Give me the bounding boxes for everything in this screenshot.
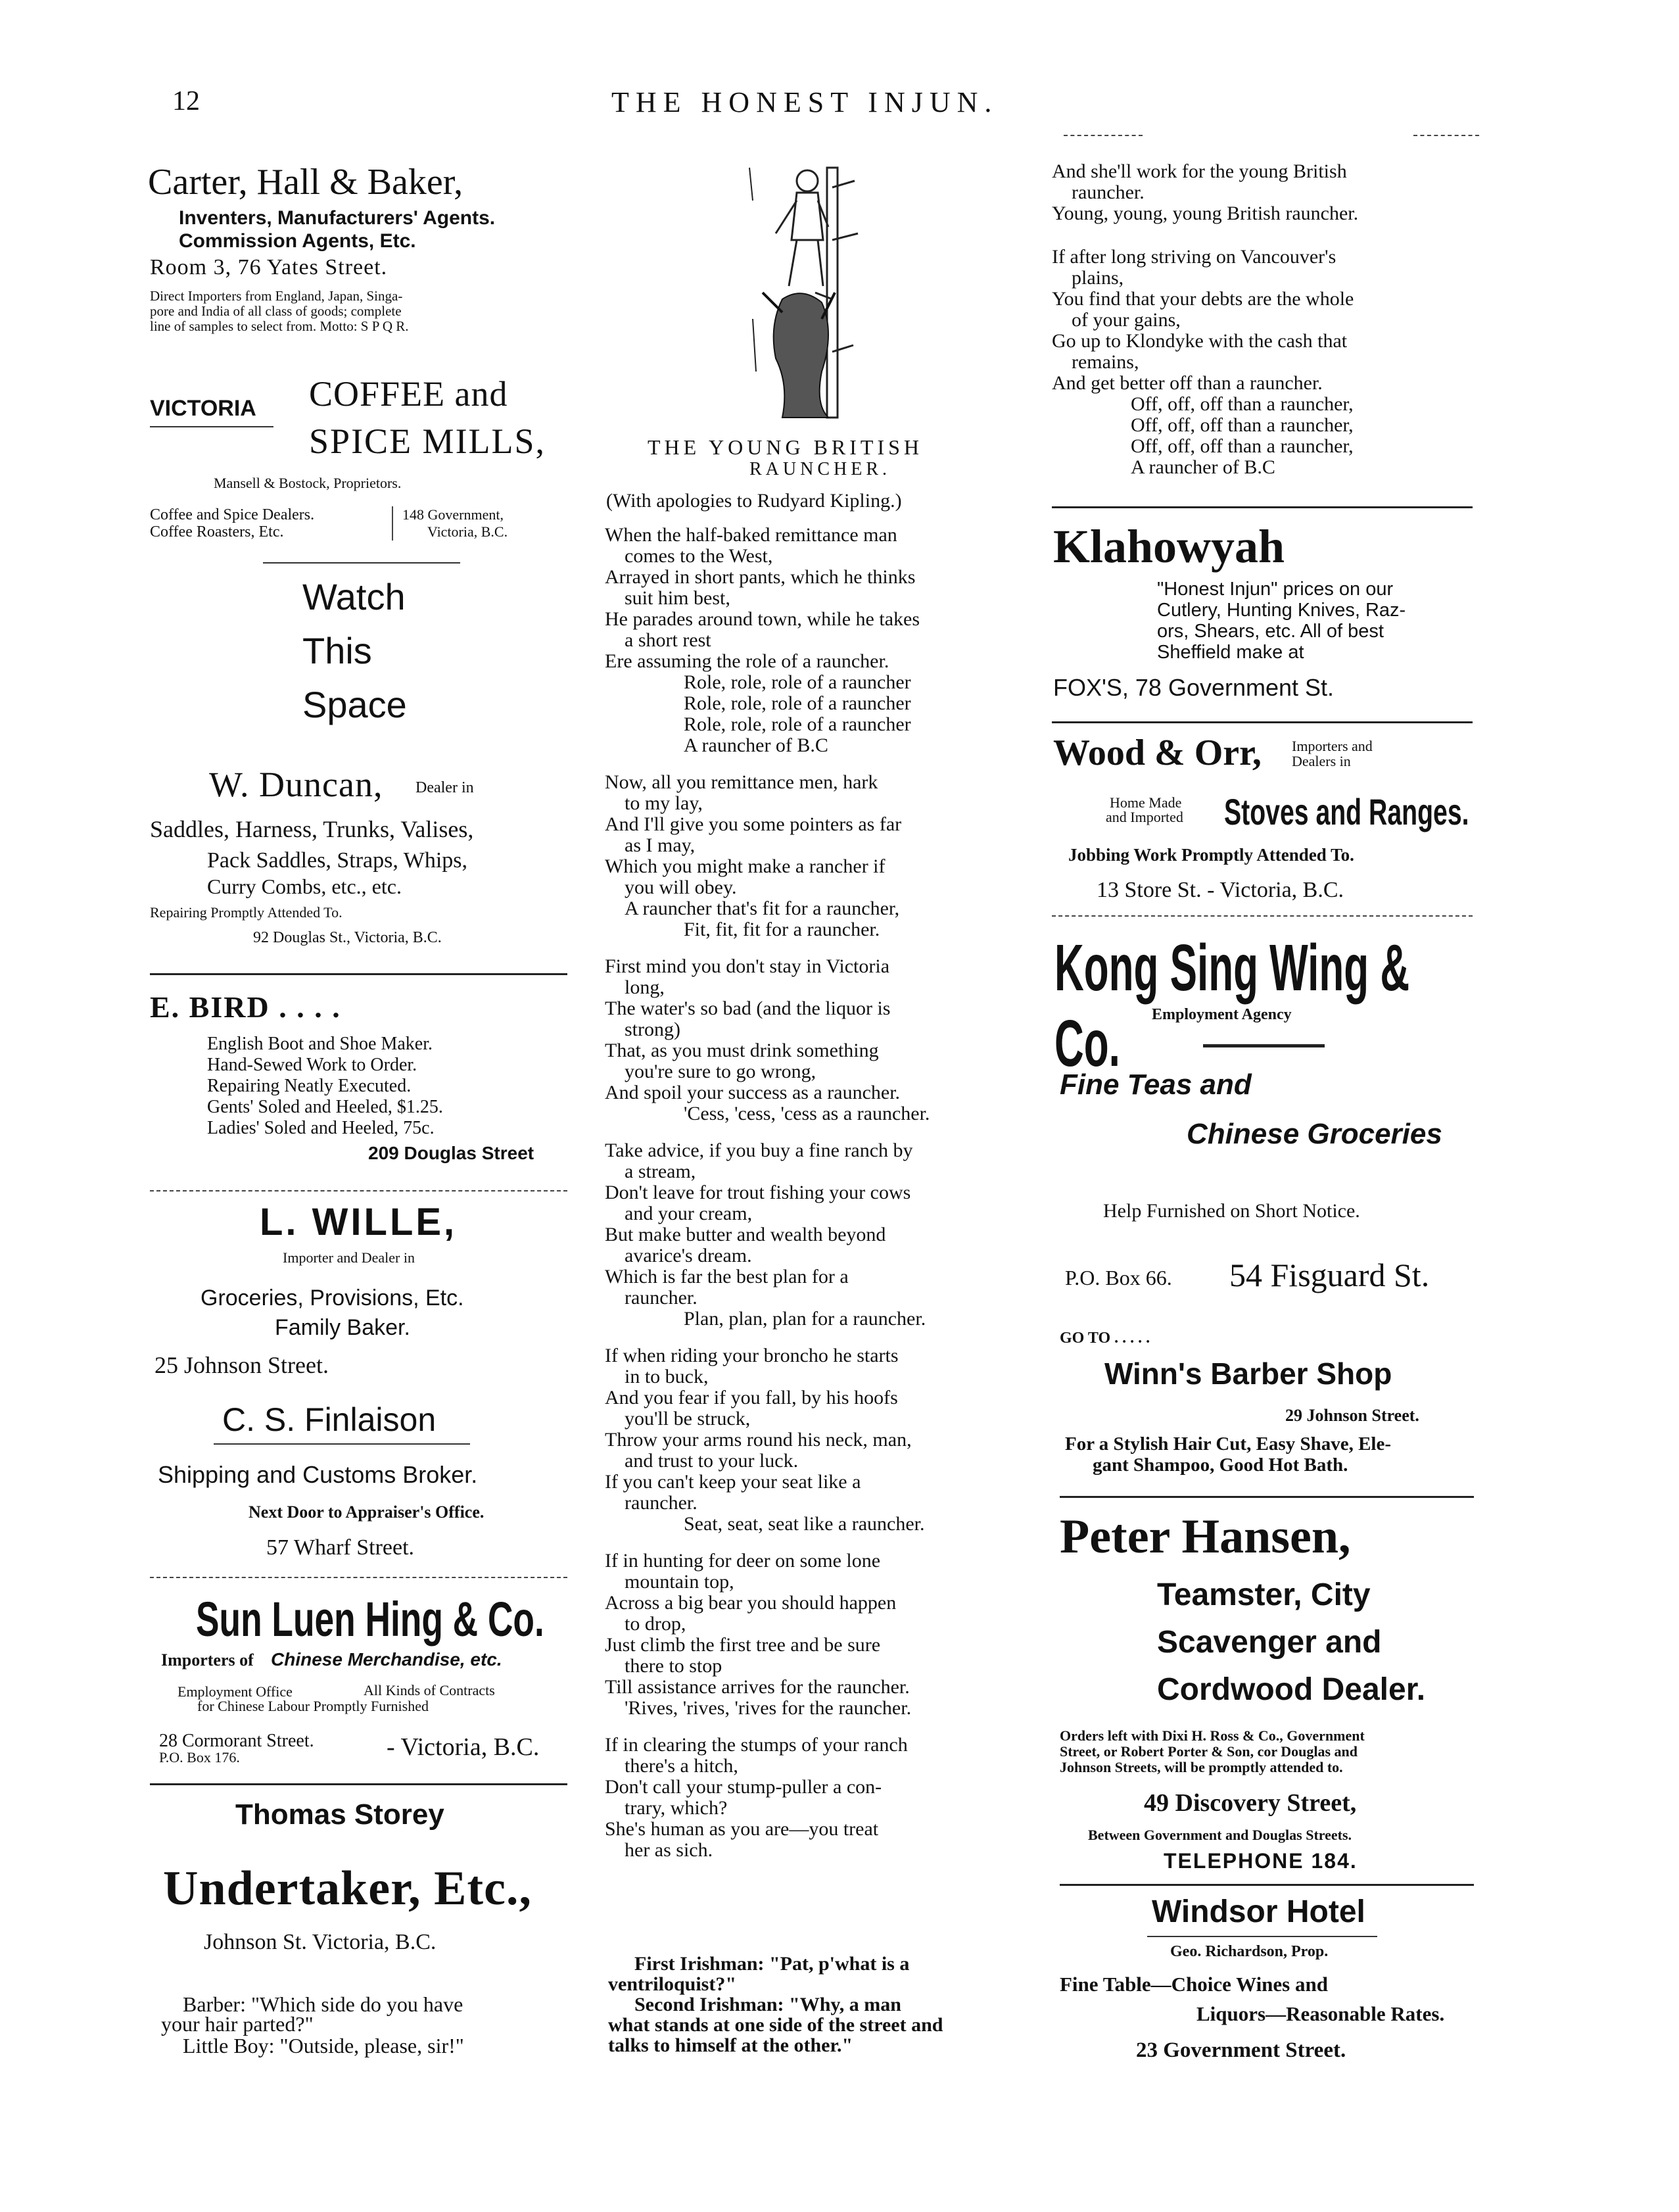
ad-sub: Dealer in bbox=[415, 779, 474, 796]
divider bbox=[1203, 1044, 1325, 1047]
ad-line: Inventers, Manufacturers' Agents. bbox=[179, 207, 496, 229]
ad-line: Chinese Groceries bbox=[1187, 1118, 1442, 1150]
poem-line: Plan, plan, plan for a rauncher. bbox=[684, 1308, 926, 1330]
poem-line: But make butter and wealth beyond bbox=[605, 1224, 886, 1245]
ad-sub: Dealers in bbox=[1292, 753, 1351, 769]
ad-line: Victoria, B.C. bbox=[427, 523, 508, 540]
divider bbox=[1052, 506, 1473, 508]
poem-line: Role, role, role of a rauncher bbox=[684, 692, 911, 714]
joke-line: talks to himself at the other." bbox=[608, 2034, 853, 2056]
ad-line: Watch bbox=[302, 576, 406, 617]
poem-line: He parades around town, while he takes bbox=[605, 608, 920, 630]
page-number: 12 bbox=[172, 86, 200, 116]
ad-line: for Chinese Labour Promptly Furnished bbox=[197, 1698, 429, 1714]
ad-address: Johnson St. Victoria, B.C. bbox=[204, 1930, 437, 1954]
divider bbox=[150, 1577, 567, 1578]
ad-address: 57 Wharf Street. bbox=[266, 1535, 415, 1560]
ad-line: and Imported bbox=[1106, 809, 1183, 825]
ad-line: Repairing Promptly Attended To. bbox=[150, 904, 343, 921]
ad-address: FOX'S, 78 Government St. bbox=[1053, 674, 1335, 701]
poem-line: 'Cess, 'cess, 'cess as a rauncher. bbox=[684, 1103, 930, 1124]
ad-line: Shipping and Customs Broker. bbox=[158, 1461, 478, 1488]
ad-line: Scavenger and bbox=[1157, 1625, 1382, 1660]
divider bbox=[1052, 721, 1473, 723]
divider bbox=[1052, 915, 1473, 917]
ad-line: 148 Government, bbox=[402, 506, 504, 523]
ad-line: This bbox=[302, 630, 372, 671]
divider bbox=[150, 1783, 567, 1785]
poem-line: A rauncher of B.C bbox=[684, 734, 828, 756]
poem-line: If in clearing the stumps of your ranch bbox=[605, 1734, 908, 1756]
ad-title: Winn's Barber Shop bbox=[1104, 1357, 1392, 1391]
poem-line: and your cream, bbox=[625, 1203, 753, 1224]
poem-line: in to buck, bbox=[625, 1366, 709, 1387]
poem-line: Young, young, young British rauncher. bbox=[1052, 203, 1359, 224]
divider bbox=[150, 426, 273, 427]
poem-line: Across a big bear you should happen bbox=[605, 1592, 897, 1614]
ad-line: Groceries, Provisions, Etc. bbox=[201, 1286, 464, 1310]
poem-line: Role, role, role of a rauncher bbox=[684, 713, 911, 735]
ad-line: 28 Cormorant Street. bbox=[159, 1731, 314, 1751]
ad-line: Gents' Soled and Heeled, $1.25. bbox=[207, 1097, 443, 1117]
poem-apology: (With apologies to Rudyard Kipling.) bbox=[606, 490, 902, 512]
ad-title: Undertaker, Etc., bbox=[163, 1862, 532, 1915]
ad-line: Chinese Merchandise, etc. bbox=[271, 1649, 502, 1670]
ad-line: Hand-Sewed Work to Order. bbox=[207, 1055, 417, 1075]
ad-line: Importers of bbox=[161, 1650, 254, 1670]
divider bbox=[392, 506, 393, 541]
ad-line: Fine Teas and bbox=[1060, 1069, 1252, 1101]
divider bbox=[1064, 135, 1143, 136]
poem-line: long, bbox=[625, 976, 665, 998]
ad-line: All Kinds of Contracts bbox=[364, 1682, 495, 1698]
poem-line: trary, which? bbox=[625, 1797, 728, 1819]
poem-title: THE YOUNG BRITISH bbox=[648, 435, 924, 459]
poem-line: Fit, fit, fit for a rauncher. bbox=[684, 919, 880, 940]
joke-line: Little Boy: "Outside, please, sir!" bbox=[183, 2034, 464, 2057]
ad-line: 92 Douglas St., Victoria, B.C. bbox=[253, 929, 442, 946]
poem-line: comes to the West, bbox=[625, 545, 773, 567]
joke-line: Barber: "Which side do you have bbox=[183, 1992, 463, 2016]
ad-line: Mansell & Bostock, Proprietors. bbox=[214, 475, 402, 491]
divider bbox=[150, 973, 567, 975]
ad-address: 29 Johnson Street. bbox=[1285, 1406, 1419, 1425]
ad-line: Fine Table—Choice Wines and bbox=[1060, 1973, 1328, 1996]
joke-line: First Irishman: "Pat, p'what is a bbox=[634, 1953, 910, 1975]
poem-line: You find that your debts are the whole bbox=[1052, 288, 1354, 310]
poem-line: avarice's dream. bbox=[625, 1245, 752, 1266]
poem-line: Off, off, off than a rauncher, bbox=[1131, 414, 1354, 436]
poem-line: and trust to your luck. bbox=[625, 1450, 799, 1472]
divider bbox=[1060, 1884, 1474, 1886]
ad-label: VICTORIA bbox=[150, 396, 256, 421]
divider bbox=[1413, 135, 1479, 136]
ad-title: Sun Luen Hing & Co. bbox=[196, 1592, 544, 1647]
ad-address: 23 Government Street. bbox=[1136, 2038, 1346, 2062]
poem-line: Which is far the best plan for a bbox=[605, 1266, 849, 1287]
poem-line: And get better off than a rauncher. bbox=[1052, 372, 1323, 394]
poem-last-stanza bbox=[1052, 247, 1479, 478]
poem-line: Till assistance arrives for the rauncher. bbox=[605, 1676, 910, 1698]
poem-line: If in hunting for deer on some lone bbox=[605, 1550, 881, 1572]
ad-line: Street, or Robert Porter & Son, cor Douglas and bbox=[1060, 1743, 1358, 1760]
ad-title: Windsor Hotel bbox=[1152, 1894, 1365, 1929]
poem-line: And she'll work for the young British bbox=[1052, 160, 1347, 182]
poem-line: Take advice, if you buy a fine ranch by bbox=[605, 1140, 913, 1161]
poem-line: That, as you must drink something bbox=[605, 1040, 879, 1061]
poem-line: And I'll give you some pointers as far bbox=[605, 813, 902, 835]
poem-line: She's human as you are—you treat bbox=[605, 1818, 879, 1840]
ad-line: TELEPHONE 184. bbox=[1164, 1849, 1358, 1873]
ad-title: E. BIRD . . . . bbox=[150, 990, 341, 1024]
poem-line: rauncher. bbox=[1072, 181, 1145, 203]
ad-address: Room 3, 76 Yates Street. bbox=[150, 255, 388, 279]
ad-line: Help Furnished on Short Notice. bbox=[1103, 1200, 1360, 1222]
ad-title: C. S. Finlaison bbox=[222, 1401, 437, 1438]
ad-line: Next Door to Appraiser's Office. bbox=[248, 1503, 485, 1522]
joke-line: your hair parted?" bbox=[161, 2012, 314, 2036]
poem-line: Seat, seat, seat like a rauncher. bbox=[684, 1513, 925, 1535]
poem-line: If you can't keep your seat like a bbox=[605, 1471, 861, 1493]
joke-line: what stands at one side of the street and bbox=[608, 2014, 943, 2036]
poem-line: there to stop bbox=[625, 1655, 722, 1677]
poem-line: And you fear if you fall, by his hoofs bbox=[605, 1387, 898, 1408]
poem-line: remains, bbox=[1072, 351, 1139, 373]
ad-line: Coffee and Spice Dealers. bbox=[150, 506, 315, 523]
poem-line: And spoil your success as a rauncher. bbox=[605, 1082, 901, 1103]
poem-line: her as sich. bbox=[625, 1839, 713, 1861]
divider bbox=[214, 1443, 470, 1445]
ad-title: COFFEE and bbox=[309, 374, 508, 414]
poem-line: If when riding your broncho he starts bbox=[605, 1345, 899, 1366]
poem-line: strong) bbox=[625, 1019, 680, 1040]
ad-line: English Boot and Shoe Maker. bbox=[207, 1034, 433, 1054]
divider bbox=[1060, 1496, 1474, 1498]
ad-title: Klahowyah bbox=[1053, 520, 1285, 573]
poem-line: rauncher. bbox=[625, 1287, 698, 1309]
ad-line: Home Made bbox=[1110, 794, 1182, 811]
poem-continuation bbox=[1052, 161, 1479, 224]
poem-line: If after long striving on Vancouver's bbox=[1052, 246, 1336, 268]
poem-line: First mind you don't stay in Victoria bbox=[605, 955, 890, 977]
ad-line: Liquors—Reasonable Rates. bbox=[1196, 2002, 1445, 2025]
poem-line: 'Rives, 'rives, 'rives for the rauncher. bbox=[625, 1697, 912, 1719]
ad-title: Peter Hansen, bbox=[1060, 1510, 1351, 1564]
joke-line: Second Irishman: "Why, a man bbox=[634, 1994, 901, 2015]
poem-line: a stream, bbox=[625, 1161, 696, 1182]
ad-line: Pack Saddles, Straps, Whips, bbox=[207, 848, 468, 873]
ad-line: P.O. Box 176. bbox=[159, 1749, 240, 1766]
ad-line: GO TO . . . . . bbox=[1060, 1330, 1150, 1347]
ad-line: Sheffield make at bbox=[1157, 642, 1304, 663]
poem-line: Don't call your stump-puller a con- bbox=[605, 1776, 882, 1798]
poem-line: Ere assuming the role of a rauncher. bbox=[605, 650, 889, 672]
ad-line: P.O. Box 66. bbox=[1065, 1266, 1172, 1289]
ad-line: Johnson Streets, will be promptly attended to. bbox=[1060, 1759, 1343, 1775]
ad-address: 54 Fisguard St. bbox=[1229, 1257, 1430, 1293]
poem-line: The water's so bad (and the liquor is bbox=[605, 998, 891, 1019]
ad-line: Coffee Roasters, Etc. bbox=[150, 523, 284, 541]
ad-line: Between Government and Douglas Streets. bbox=[1088, 1827, 1352, 1843]
poem-line: Arrayed in short pants, which he thinks bbox=[605, 566, 916, 588]
poem-line: plains, bbox=[1072, 267, 1124, 289]
ad-title: Wood & Orr, bbox=[1053, 733, 1262, 773]
ad-line: Cutlery, Hunting Knives, Raz- bbox=[1157, 600, 1406, 621]
ad-note: Direct Importers from England, Japan, Singa- bbox=[150, 288, 403, 304]
ad-line: Repairing Neatly Executed. bbox=[207, 1076, 412, 1096]
ad-title: SPICE MILLS, bbox=[309, 421, 546, 461]
ad-line: Family Baker. bbox=[275, 1315, 410, 1340]
poem-line: A rauncher that's fit for a rauncher, bbox=[625, 898, 900, 919]
ad-address: 49 Discovery Street, bbox=[1144, 1789, 1357, 1817]
ad-line: Jobbing Work Promptly Attended To. bbox=[1068, 845, 1354, 865]
ad-note: line of samples to select from. Motto: S P Q R. bbox=[150, 318, 409, 334]
poem-line: Role, role, role of a rauncher bbox=[684, 671, 911, 693]
ad-sub: Importers and bbox=[1292, 738, 1373, 754]
poem-line: as I may, bbox=[625, 834, 696, 856]
poem-line: of your gains, bbox=[1072, 309, 1181, 331]
poem-line: A rauncher of B.C bbox=[1131, 456, 1275, 478]
poem-line: Throw your arms round his neck, man, bbox=[605, 1429, 912, 1451]
ad-title: Stoves and Ranges. bbox=[1224, 791, 1469, 832]
ad-address: 13 Store St. - Victoria, B.C. bbox=[1097, 878, 1344, 902]
poem-line: Don't leave for trout fishing your cows bbox=[605, 1182, 911, 1203]
ad-line: Space bbox=[302, 684, 407, 725]
poem-line: a short rest bbox=[625, 629, 711, 651]
poem-line: rauncher. bbox=[625, 1492, 698, 1514]
poem-line: to drop, bbox=[625, 1613, 686, 1635]
poem-line: Go up to Klondyke with the cash that bbox=[1052, 330, 1348, 352]
poem-line: to my lay, bbox=[625, 792, 703, 814]
divider bbox=[150, 1190, 567, 1191]
ad-line: Cordwood Dealer. bbox=[1157, 1672, 1426, 1707]
ad-title: L. WILLE, bbox=[260, 1201, 458, 1243]
poem-title: RAUNCHER. bbox=[749, 459, 891, 479]
ad-title: Thomas Storey bbox=[235, 1798, 444, 1831]
ad-line: Curry Combs, etc., etc. bbox=[207, 875, 402, 898]
ad-line: "Honest Injun" prices on our bbox=[1157, 579, 1394, 600]
poem-line: Now, all you remittance men, hark bbox=[605, 771, 878, 793]
poem-line: you're sure to go wrong, bbox=[625, 1061, 816, 1082]
divider bbox=[263, 562, 460, 564]
ad-line: For a Stylish Hair Cut, Easy Shave, Ele- bbox=[1065, 1433, 1392, 1455]
ad-line: Saddles, Harness, Trunks, Valises, bbox=[150, 816, 474, 842]
joke-line: ventriloquist?" bbox=[608, 1973, 736, 1995]
poem-line: you will obey. bbox=[625, 877, 737, 898]
ad-line: gant Shampoo, Good Hot Bath. bbox=[1093, 1455, 1348, 1476]
page-header-title: THE HONEST INJUN. bbox=[611, 86, 999, 118]
poem-line: Which you might make a rancher if bbox=[605, 855, 886, 877]
poem-line: Just climb the first tree and be sure bbox=[605, 1634, 881, 1656]
poem-line: When the half-baked remittance man bbox=[605, 524, 897, 546]
ad-line: ors, Shears, etc. All of best bbox=[1157, 621, 1384, 642]
poem-line: suit him best, bbox=[625, 587, 730, 609]
bear-tree-illustration bbox=[736, 161, 881, 424]
ad-line: Employment Agency bbox=[1152, 1006, 1292, 1023]
divider bbox=[1147, 1936, 1377, 1937]
poem-line: you'll be struck, bbox=[625, 1408, 751, 1430]
poem-stanzas bbox=[605, 525, 1032, 1877]
ad-line: Geo. Richardson, Prop. bbox=[1170, 1943, 1329, 1960]
ad-title: Carter, Hall & Baker, bbox=[148, 162, 463, 203]
ad-sub: Importer and Dealer in bbox=[283, 1249, 415, 1266]
ad-title: W. Duncan, bbox=[209, 765, 383, 804]
ad-line: Teamster, City bbox=[1157, 1577, 1371, 1612]
poem-line: Off, off, off than a rauncher, bbox=[1131, 393, 1354, 415]
ad-note: pore and India of all class of goods; complete bbox=[150, 303, 402, 319]
ad-line: Ladies' Soled and Heeled, 75c. bbox=[207, 1118, 435, 1138]
ad-address: 25 Johnson Street. bbox=[154, 1352, 329, 1378]
ad-line: Commission Agents, Etc. bbox=[179, 230, 416, 252]
ad-address: 209 Douglas Street bbox=[368, 1143, 534, 1163]
poem-line: Off, off, off than a rauncher, bbox=[1131, 435, 1354, 457]
ad-line: - Victoria, B.C. bbox=[387, 1733, 540, 1761]
poem-line: mountain top, bbox=[625, 1571, 734, 1593]
ad-line: Employment Office bbox=[177, 1683, 293, 1700]
poem-line: there's a hitch, bbox=[625, 1755, 738, 1777]
ad-title: Kong Sing Wing & Co. bbox=[1054, 931, 1410, 1080]
ad-line: Orders left with Dixi H. Ross & Co., Government bbox=[1060, 1727, 1365, 1744]
